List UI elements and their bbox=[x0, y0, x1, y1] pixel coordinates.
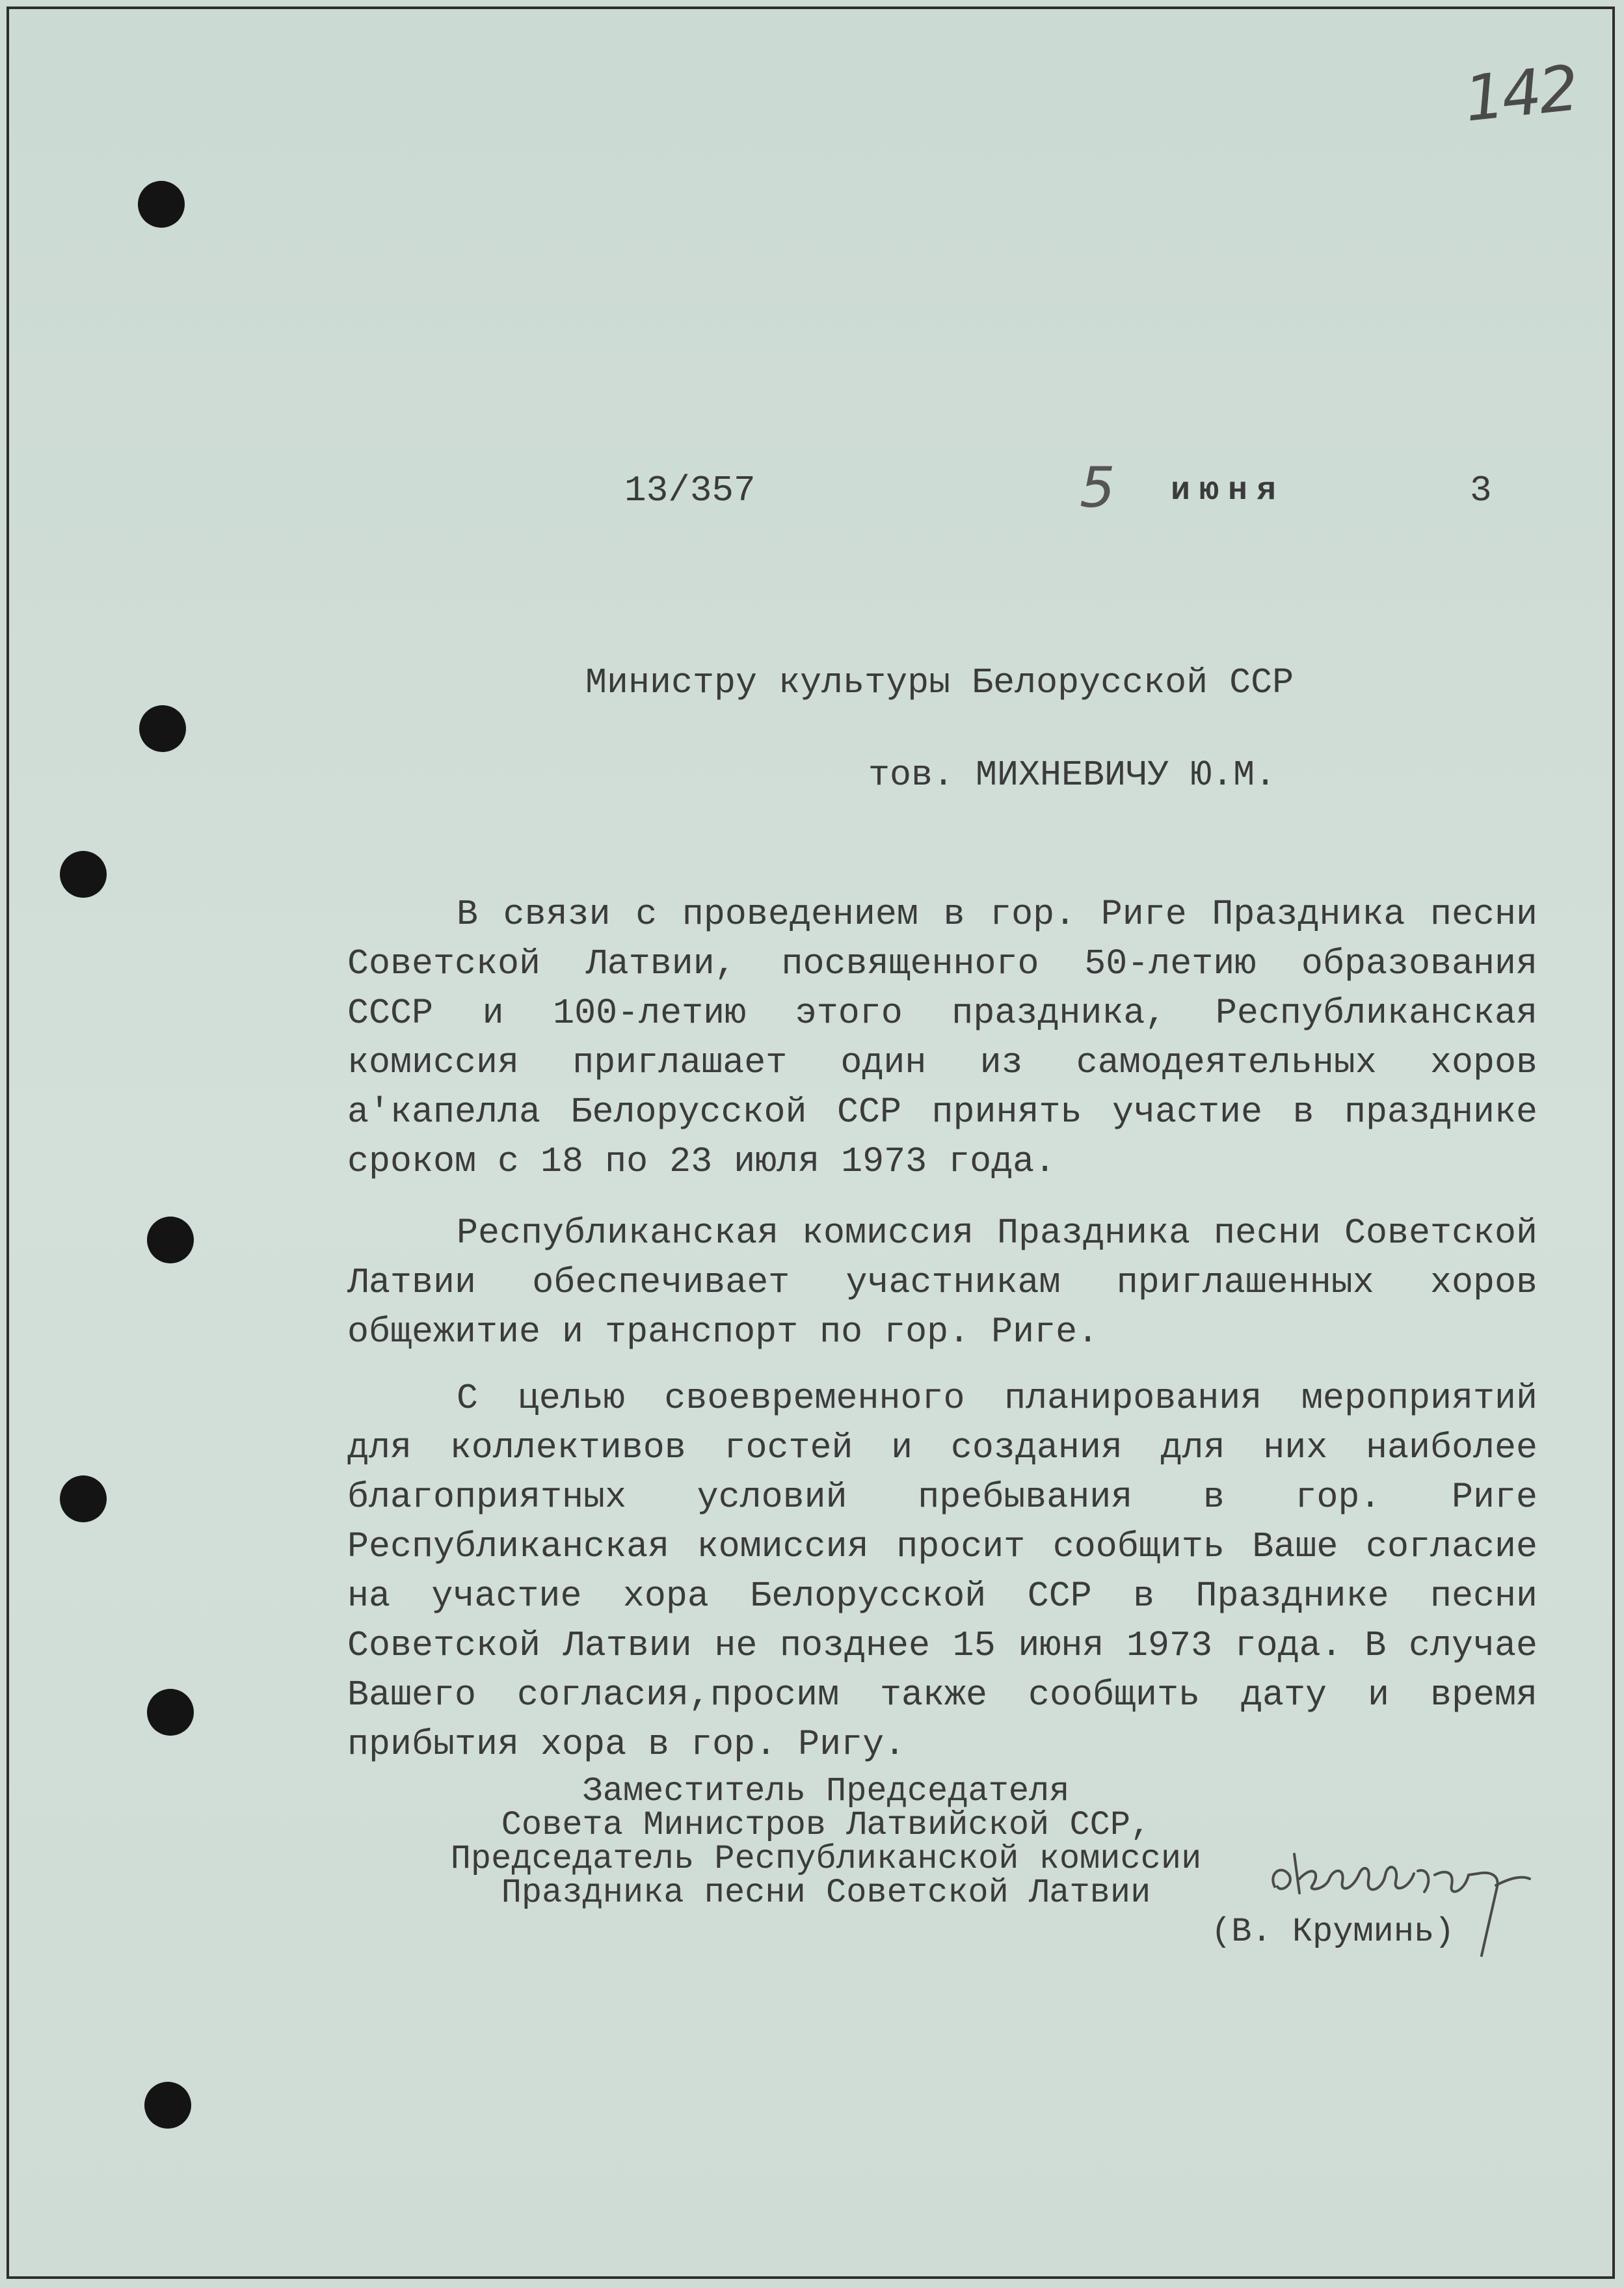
date-month: июня bbox=[1171, 472, 1286, 509]
addressee-title: Министру культуры Белорусской ССР bbox=[585, 662, 1294, 703]
binder-hole bbox=[60, 851, 107, 898]
body-paragraph: В связи с проведением в гор. Риге Праздника песни Советской Латвии, посвященного 50-летию образования СССР и 100-летию этого праздника, Республиканская комиссия приглашает один из самодеятельных хоров а'капелла Белорусской ССР принять участие в празднике сроком с 18 по 23 июля 1973 года. bbox=[347, 894, 1537, 1182]
binder-hole bbox=[60, 1475, 107, 1522]
signatory-name: (В. Круминь) bbox=[1211, 1913, 1455, 1951]
signatory-title-line: Праздника песни Советской Латвии bbox=[501, 1874, 1151, 1912]
signatory-title-line: Председатель Республиканской комиссии bbox=[450, 1840, 1202, 1878]
signatory-title-line: Заместитель Председателя bbox=[582, 1772, 1070, 1810]
body-paragraph: Республиканская комиссия Праздника песни Советской Латвии обеспечивает участникам приглашенных хоров общежитие и транспорт по гор. Риге. bbox=[347, 1213, 1537, 1353]
archive-page-number: 142 bbox=[1461, 51, 1580, 136]
date-day: 5 bbox=[1080, 455, 1115, 520]
signatory-title-line: Совета Министров Латвийской ССР, bbox=[501, 1806, 1151, 1844]
binder-hole bbox=[147, 1689, 194, 1736]
signatory-title-block bbox=[449, 1772, 1203, 1912]
addressee-name: тов. МИХНЕВИЧУ Ю.М. bbox=[868, 755, 1277, 796]
binder-hole bbox=[147, 1217, 194, 1263]
body-paragraph: С целью своевременного планирования мероприятий для коллективов гостей и создания для них наиболее благоприятных условий пребывания в гор. Риге Республиканская комиссия просит сообщить Ваше согласие на участие хора Белорусской ССР в Празднике песни Советской Латвии не позднее 15 июня 1973 года. В случае Вашего согласия,просим также сообщить дату и время прибытия хора в гор. Ригу. bbox=[347, 1378, 1537, 1765]
binder-hole bbox=[138, 181, 185, 228]
binder-hole bbox=[144, 2082, 191, 2129]
reference-number: 13/357 bbox=[624, 470, 756, 511]
binder-hole bbox=[139, 705, 186, 752]
date-year: 3 bbox=[1470, 470, 1492, 511]
